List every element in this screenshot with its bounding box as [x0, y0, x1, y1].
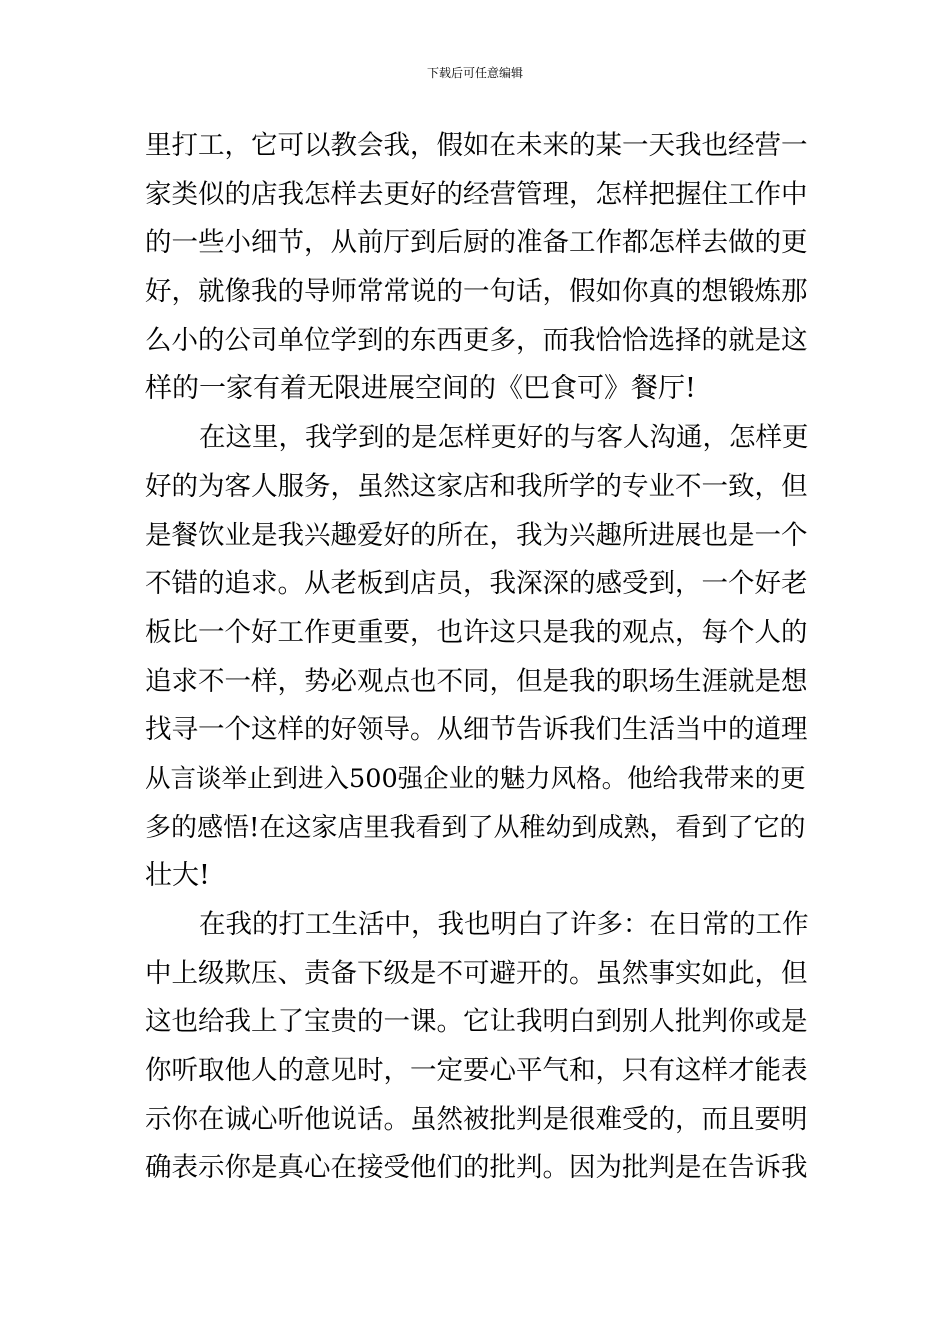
- text-line: 你听取他人的意见时，一定要心平气和，只有这样才能表: [145, 1055, 808, 1087]
- text-line: 壮大!: [145, 860, 210, 892]
- text-line: 样的一家有着无限进展空间的《巴食可》餐厅!: [145, 373, 696, 405]
- text-line: 中上级欺压、责备下级是不可避开的。虽然事实如此，但: [145, 957, 808, 989]
- text-line: 这也给我上了宝贵的一课。它让我明白到别人批判你或是: [145, 1006, 808, 1038]
- text-line: 在我的打工生活中，我也明白了许多：在日常的工作: [199, 909, 809, 940]
- text-line: 在这里，我学到的是怎样更好的与客人沟通，怎样更: [199, 422, 809, 454]
- text-line: 里打工，它可以教会我，假如在未来的某一天我也经营一: [145, 130, 808, 161]
- text-line: 好的为客人服务，虽然这家店和我所学的专业不一致，但: [145, 470, 808, 502]
- page-header: 下载后可任意编辑: [426, 66, 523, 80]
- document-body: [145, 122, 810, 1193]
- text-line: 家类似的店我怎样去更好的经营管理，怎样把握住工作中: [145, 178, 808, 210]
- text-line: 的一些小细节，从前厅到后厨的准备工作都怎样去做的更: [145, 227, 808, 259]
- text-line: 好，就像我的导师常常说的一句话，假如你真的想锻炼那: [145, 276, 808, 308]
- text-line: 确表示你是真心在接受他们的批判。因为批判是在告诉我: [145, 1152, 808, 1184]
- text-line: 么小的公司单位学到的东西更多，而我恰恰选择的就是这: [145, 324, 808, 356]
- text-line: 从言谈举止到进入500强企业的魅力风格。他给我带来的更: [145, 763, 806, 794]
- text-line: 示你在诚心听他说话。虽然被批判是很难受的，而且要明: [145, 1103, 808, 1135]
- text-line: 多的感悟!在这家店里我看到了从稚幼到成熟，看到了它的: [145, 812, 806, 843]
- text-line: 板比一个好工作更重要，也许这只是我的观点，每个人的: [145, 616, 808, 648]
- text-line: 是餐饮业是我兴趣爱好的所在，我为兴趣所进展也是一个: [145, 519, 808, 551]
- text-line: 不错的追求。从老板到店员，我深深的感受到，一个好老: [145, 568, 808, 600]
- text-line: 找寻一个这样的好领导。从细节告诉我们生活当中的道理: [145, 714, 808, 746]
- text-line: 追求不一样，势必观点也不同，但是我的职场生涯就是想: [145, 665, 808, 697]
